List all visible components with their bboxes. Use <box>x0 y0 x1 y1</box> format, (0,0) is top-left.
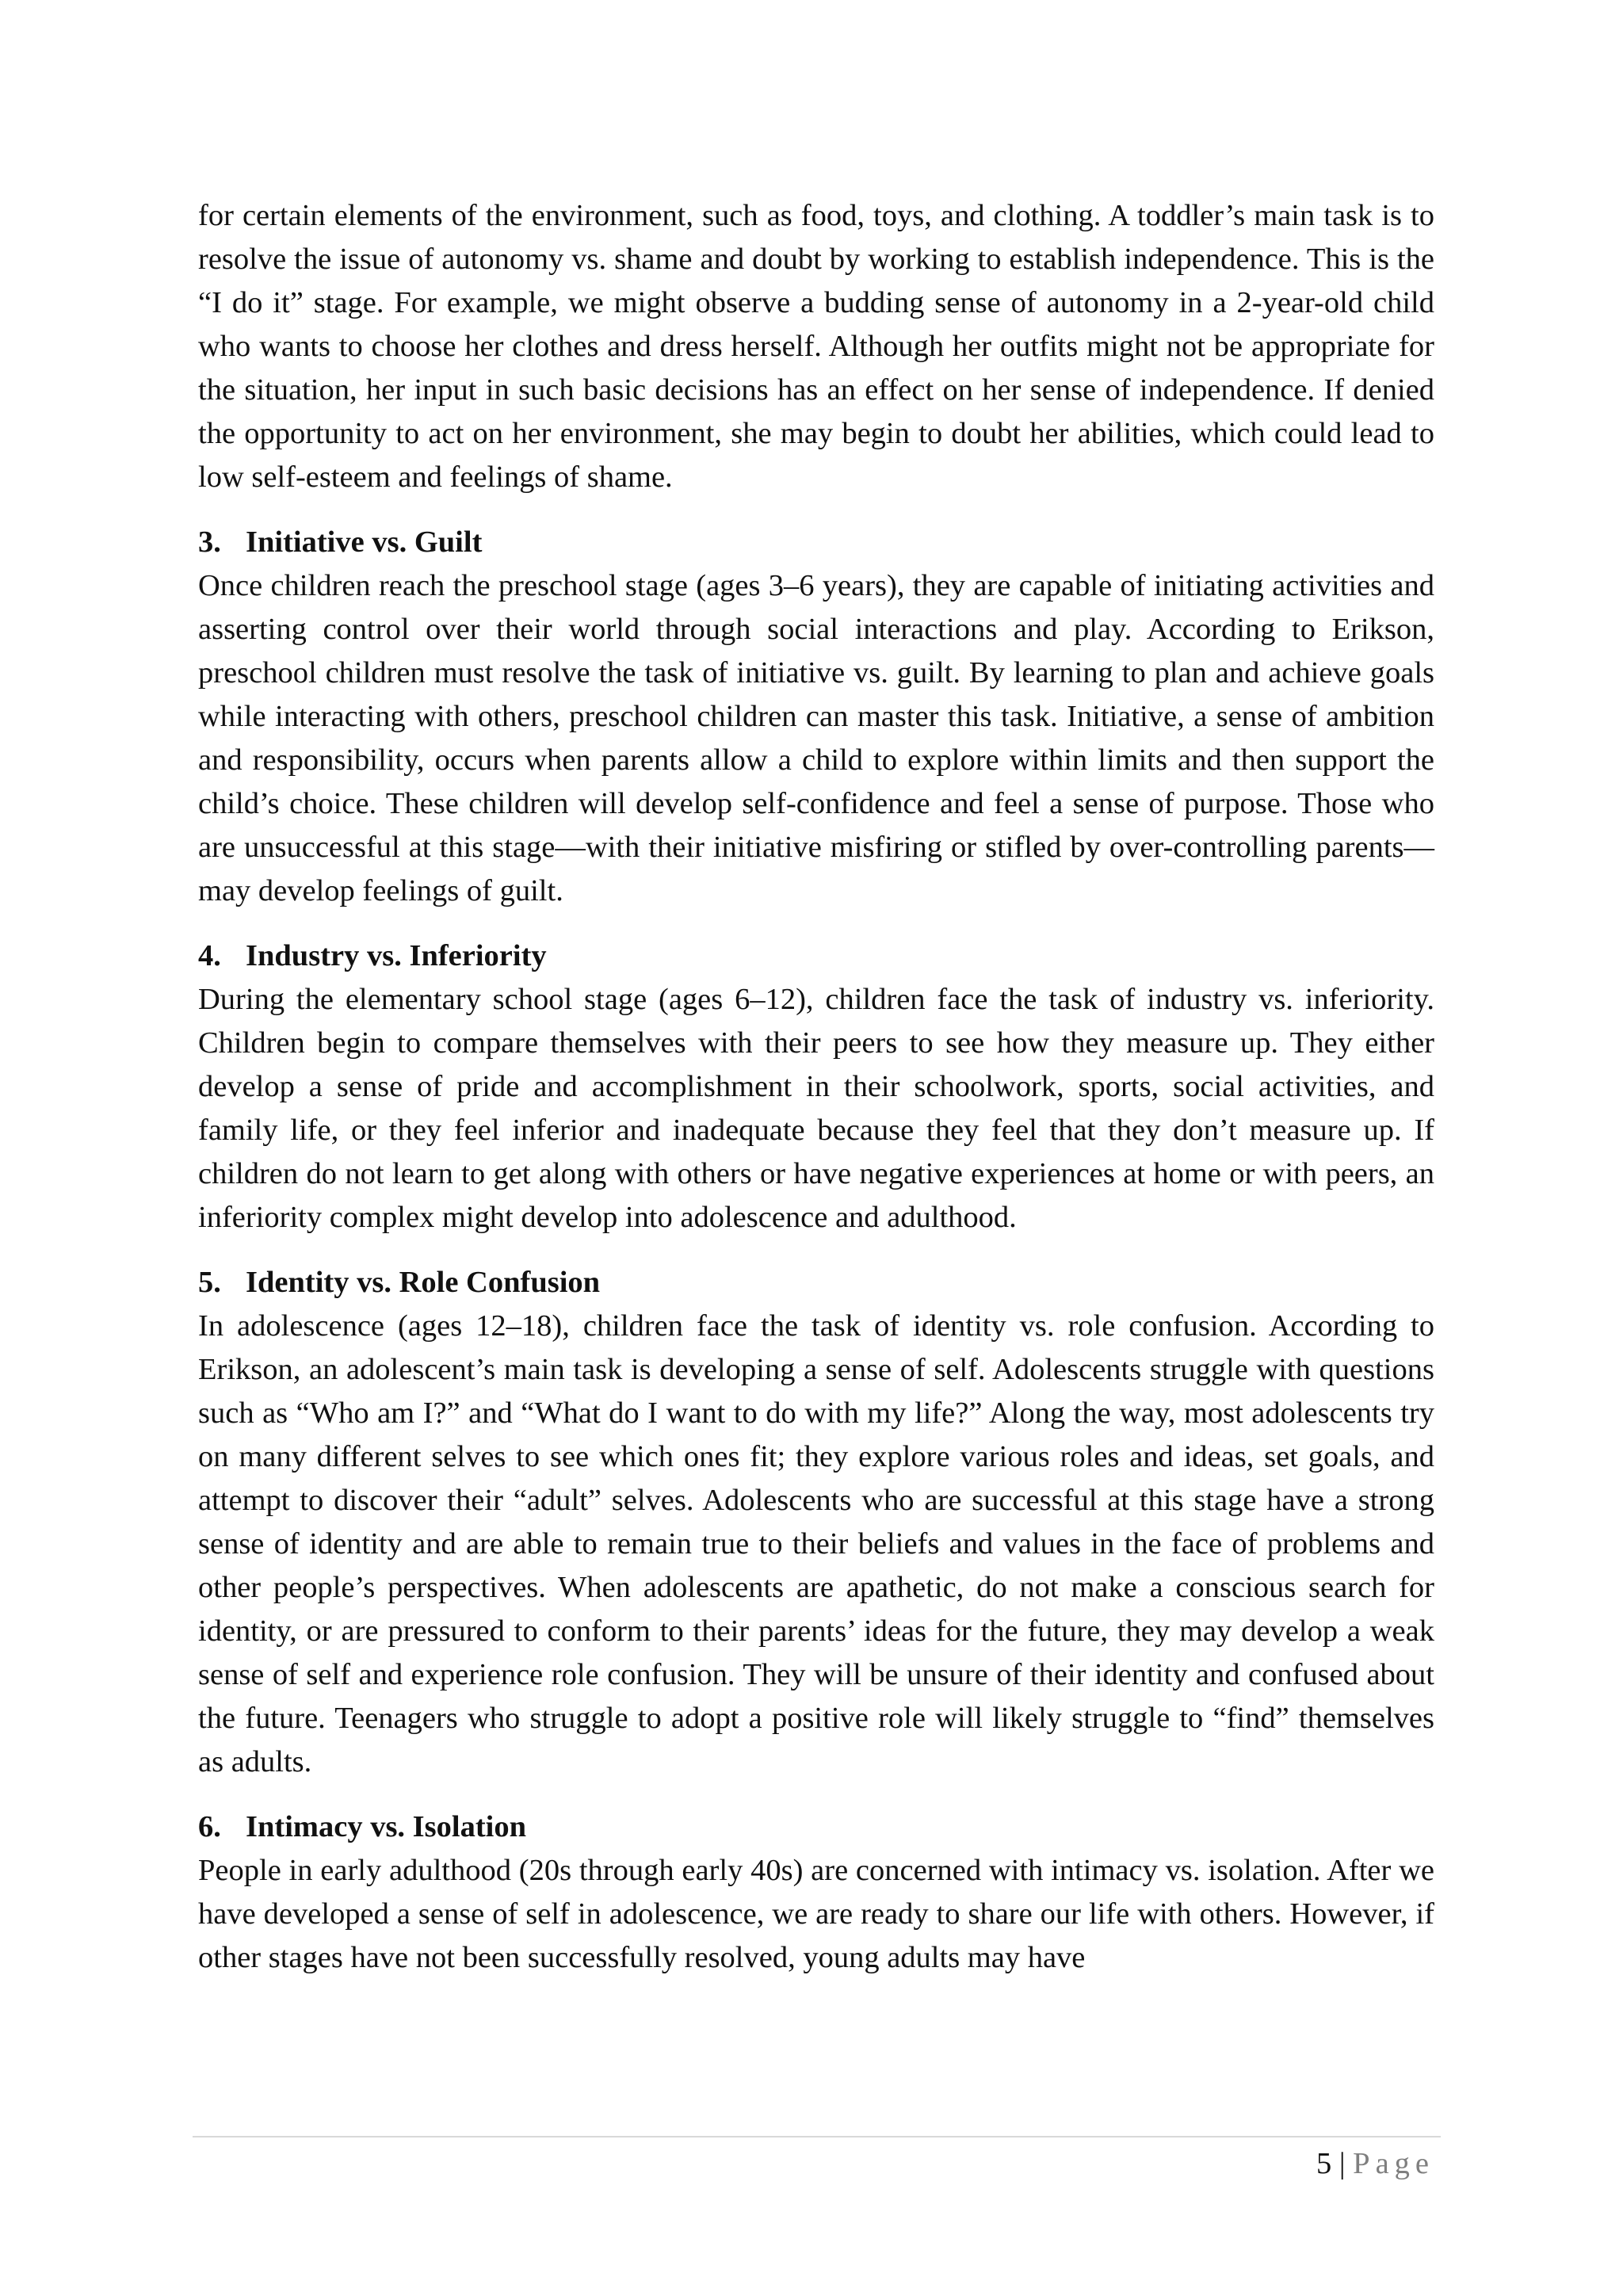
section-number: 3. <box>198 525 221 559</box>
section-identity-vs-role-confusion <box>198 1261 1434 1784</box>
section-heading <box>198 1261 1434 1305</box>
section-heading <box>198 1805 1434 1849</box>
intro-paragraph: for certain elements of the environment, such as food, toys, and clothing. A toddler’s main task is to resolve the issue of autonomy vs. shame and doubt by working to establish independence. This is the “I do it” stage. For example, we might observe a budding sense of autonomy in a 2-year-old child who wants to choose her clothes and dress herself. Although her outfits might not be appropriate for the situation, her input in such basic decisions has an effect on her sense of independence. If denied the opportunity to act on her environment, she may begin to doubt her abilities, which could lead to low self-esteem and feelings of shame. <box>198 199 1434 494</box>
section-industry-vs-inferiority <box>198 934 1434 1240</box>
section-title: Industry vs. Inferiority <box>246 939 547 972</box>
section-number: 6. <box>198 1810 221 1843</box>
section-body: Once children reach the preschool stage (ages 3–6 years), they are capable of initiating activities and asserting control over their world through social interactions and play. According to Erikson, preschool children must resolve the task of initiative vs. guilt. By learning to plan and achieve goals while interacting with others, preschool children can master this task. Initiative, a sense of ambition and responsibility, occurs when parents allow a child to explore within limits and then support the child’s choice. These children will develop self-confidence and feel a sense of purpose. Those who are unsuccessful at this stage—with their initiative misfiring or stifled by over-controlling parents—may develop feelings of guilt. <box>198 569 1434 907</box>
section-title: Identity vs. Role Confusion <box>246 1266 601 1299</box>
section-heading <box>198 521 1434 564</box>
footer-divider <box>193 2136 1441 2137</box>
section-heading <box>198 934 1434 978</box>
section-body: In adolescence (ages 12–18), children face the task of identity vs. role confusion. According to Erikson, an adolescent’s main task is developing a sense of self. Adolescents struggle with questions such as “Who am I?” and “What do I want to do with my life?” Along the way, most adolescents try on many different selves to see which ones fit; they explore various roles and ideas, set goals, and attempt to discover their “adult” selves. Adolescents who are successful at this stage have a strong sense of identity and are able to remain true to their beliefs and values in the face of problems and other people’s perspectives. When adolescents are apathetic, do not make a conscious search for identity, or are pressured to conform to their parents’ ideas for the future, they may develop a weak sense of self and experience role confusion. They will be unsure of their identity and confused about the future. Teenagers who struggle to adopt a positive role will likely struggle to “find” themselves as adults. <box>198 1309 1434 1778</box>
footer-separator: | <box>1338 2147 1346 2180</box>
page-footer <box>1316 2142 1434 2186</box>
section-intimacy-vs-isolation <box>198 1805 1434 1980</box>
document-page <box>198 194 1434 1980</box>
section-title: Initiative vs. Guilt <box>246 525 483 559</box>
section-body: During the elementary school stage (ages 6–12), children face the task of industry vs. inferiority. Children begin to compare themselves with their peers to see how they measure up. They either develop a sense of pride and accomplishment in their schoolwork, sports, social activities, and family life, or they feel inferior and inadequate because they feel that they don’t measure up. If children do not learn to get along with others or have negative experiences at home or with peers, an inferiority complex might develop into adolescence and adulthood. <box>198 983 1434 1234</box>
section-number: 4. <box>198 939 221 972</box>
section-number: 5. <box>198 1266 221 1299</box>
section-body: People in early adulthood (20s through early 40s) are concerned with intimacy vs. isolation. After we have developed a sense of self in adolescence, we are ready to share our life with others. However, if other stages have not been successfully resolved, young adults may have <box>198 1854 1434 1974</box>
section-title: Intimacy vs. Isolation <box>246 1810 527 1843</box>
page-number: 5 <box>1316 2147 1332 2180</box>
page-label: Page <box>1353 2147 1434 2180</box>
section-initiative-vs-guilt <box>198 521 1434 913</box>
